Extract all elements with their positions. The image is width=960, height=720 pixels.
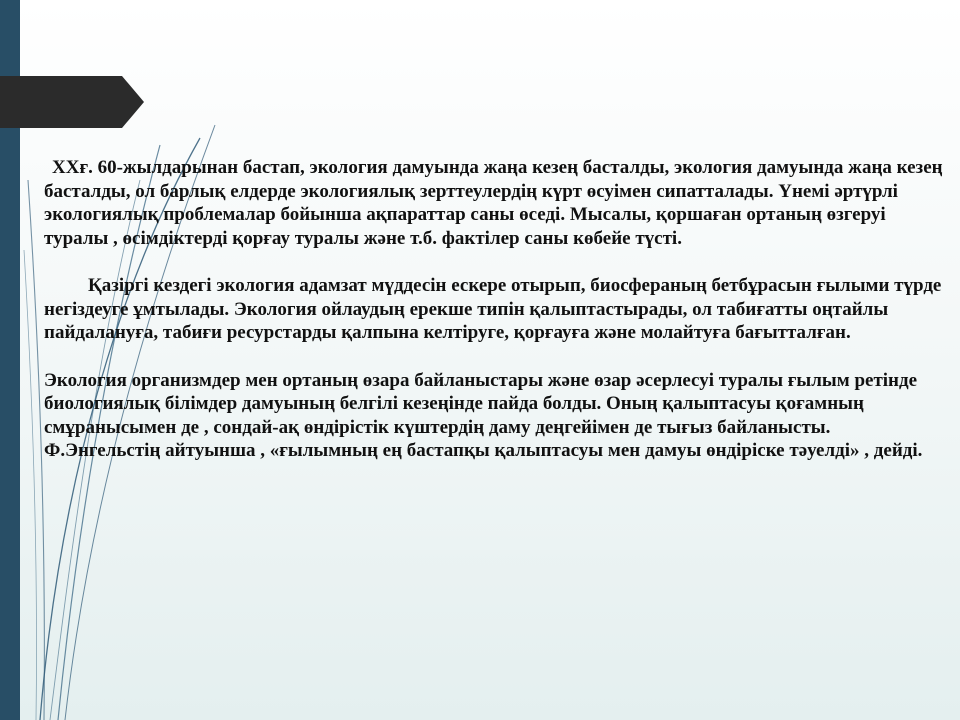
paragraph-3: Экология организмдер мен ортаның өзара байланыстары және өзар әсерлесуі туралы ғылым ретінде биологиялық білімдер дамуының белгілі кезеңінде пайда болды. Оның қалыптасуы қоғамның смұранысымен де , сондай-ақ өндірістік күштердің даму деңгейімен де тығыз байланысты. Ф.Энгельстің айтуынша , «ғылымның ең бастапқы қалыптасуы мен дамуы өндіріске тәуелді» , дейді. (44, 369, 923, 461)
paragraph-1: ХХғ. 60-жылдарынан бастап, экология дамуында жаңа кезең басталды, экология дамуында жаңа кезең басталды, ол барлық елдерде экологиялық зерттеулердің күрт өсуімен сипатталады. Үнемі әртүрлі экологиялық проблемалар бойынша ақпараттар саны өседі. Мысалы, қоршаған ортаның өзгеруі туралы , өсімдіктерді қорғау туралы және т.б. фактілер саны көбейе түсті. (44, 157, 943, 249)
slide-body (44, 156, 944, 463)
paragraph-2: Қазіргі кездегі экология адамзат мүддесін ескере отырып, биосфераның бетбұрасын ғылыми түрде негіздеуге ұмтылады. Экология ойлаудың ерекше типін қалыптастырады, ол табиғатты оңтайлы пайдалануға, табиғи ресурстарды қалпына келтіруге, қорғауға және молайтуға бағытталған. (44, 275, 942, 343)
title-tab-shape (0, 0, 150, 130)
